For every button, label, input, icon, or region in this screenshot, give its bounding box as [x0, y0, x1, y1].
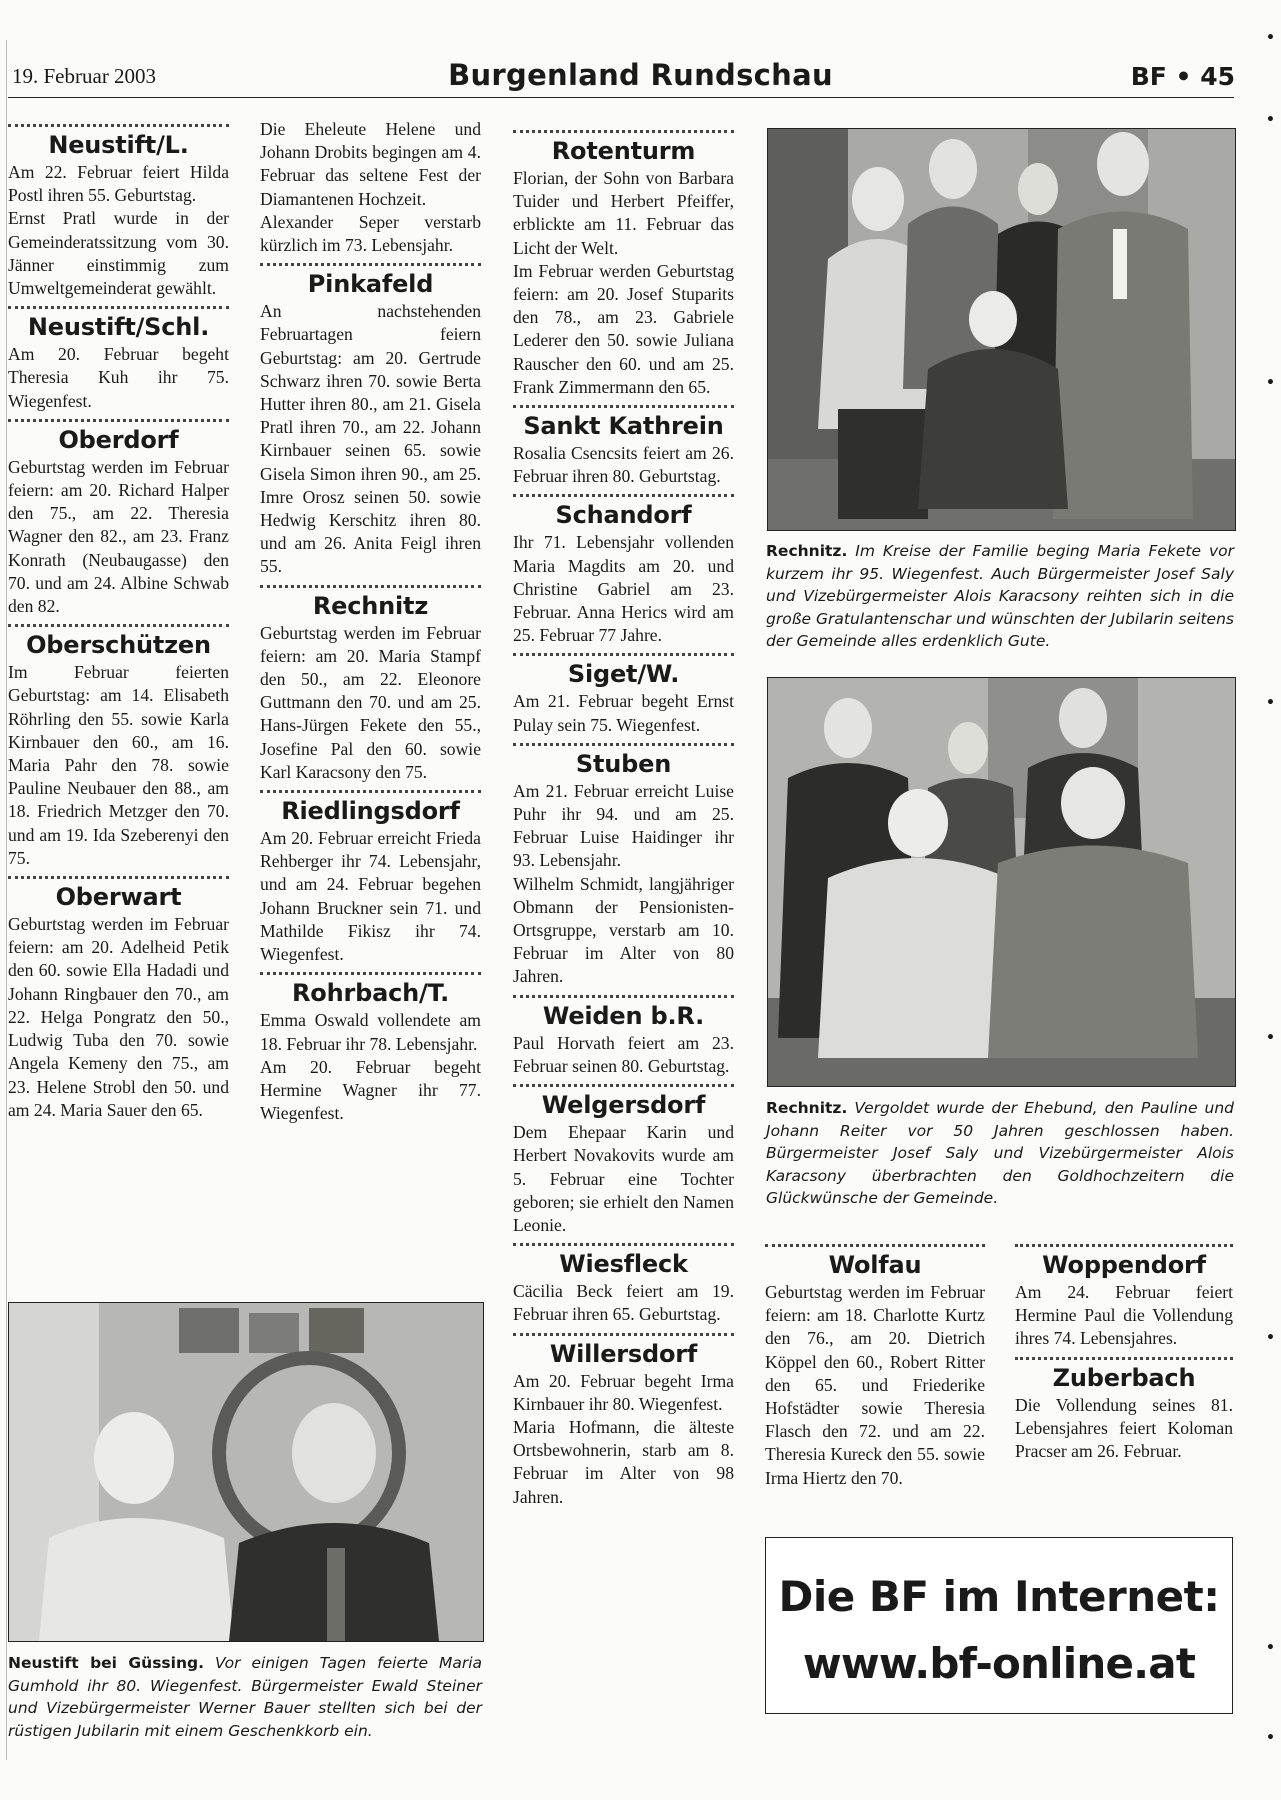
- photo-reiter-golden-wedding: [767, 677, 1236, 1087]
- scan-edge-mark: •: [1266, 695, 1275, 711]
- dotted-separator: [8, 876, 229, 879]
- dotted-separator: [513, 1243, 734, 1246]
- caption-text: Vor einigen Tagen feierte Maria Gumhold ihr 80. Wiegenfest. Bürgermeister Ewald Steiner und Vizebürgermeister Werner Bauer stellten sich bei der rüstigen Jubilarin mit einem Geschenkkorb ein.: [8, 1654, 483, 1740]
- article-oberwart: [8, 876, 229, 1122]
- article-heading: Oberschützen: [26, 631, 211, 660]
- scan-edge-mark: •: [1266, 1330, 1275, 1346]
- article-rechnitz: [260, 585, 481, 784]
- article-neustift-schl: [8, 306, 229, 413]
- header-rule: [8, 97, 1234, 98]
- article-rohrbach: [260, 972, 481, 1125]
- article-text: An nachstehenden Februartagen feiern Geburtstag: am 20. Gertrude Schwarz ihren 70. sowie Berta Hutter ihren 80., am 21. Gisela Pratl ihren 70., am 22. Johann Kirnbauer seinen 65. sowie Gisela Simon ihren 90., am 25. Imre Orosz seinen 50. sowie Hedwig Kerschitz ihren 80. und am 26. Anita Feigl ihren 55.: [260, 301, 481, 577]
- article-text: Geburtstag werden im Februar feiern: am 20. Maria Stampf den 50., am 22. Eleonore Guttmann den 70. und am 25. Hans-Jürgen Fekete den 55., Josefine Pal den 60. sowie Karl Karacsony den 75.: [260, 622, 481, 782]
- dotted-separator: [8, 306, 229, 309]
- article-text: Emma Oswald vollendete am 18. Februar ihr 78. Lebensjahr.: [260, 1010, 481, 1054]
- article-text: Geburtstag werden im Februar feiern: am 20. Adelheid Petik den 60. sowie Ella Hadadi und Johann Ringbauer den 70., am 22. Helga Pongratz den 50., Ludwig Tuba den 70. sowie Angela Kemeny den 75., am 23. Helene Strobl den 50. und am 24. Maria Sauer den 65.: [8, 914, 229, 1120]
- dotted-separator: [513, 1084, 734, 1087]
- article-rotenturm: [513, 130, 734, 399]
- dotted-separator: [513, 995, 734, 998]
- article-sankt-kathrein: [513, 405, 734, 488]
- article-pinkafeld: [260, 263, 481, 578]
- caption-photo-1: [766, 540, 1234, 653]
- article-heading: Wiesfleck: [559, 1250, 688, 1279]
- dotted-separator: [513, 405, 734, 408]
- newspaper-title: Burgenland Rundschau: [448, 58, 833, 92]
- dotted-separator: [8, 124, 229, 127]
- scan-edge-mark: •: [1266, 1730, 1275, 1746]
- article-heading: Oberdorf: [58, 425, 179, 454]
- article-schandorf: [513, 494, 734, 647]
- article-text: Ihr 71. Lebensjahr vollenden Maria Magdits am 20. und Christine Gabriel am 23. Februar. Anna Herics wird am 25. Februar 77 Jahre.: [513, 532, 734, 646]
- article-text: Am 20. Februar begeht Irma Kirnbauer ihr 80. Wiegenfest.: [513, 1370, 734, 1414]
- article-text: Maria Hofmann, die älteste Ortsbewohnerin, starb am 8. Februar im Alter von 98 Jahren.: [513, 1416, 734, 1507]
- article-text: Geburtstag werden im Februar feiern: am 20. Richard Halper den 75., am 22. Theresia Wagner den 82., am 23. Franz Konrath (Neubaugasse) den 70. und am 24. Albine Schwab den 82.: [8, 456, 229, 617]
- column-2: [260, 118, 481, 1125]
- scan-edge-mark: •: [1266, 1640, 1275, 1656]
- column-4-left: [765, 1238, 985, 1490]
- article-text: Florian, der Sohn von Barbara Tuider und Herbert Pfeiffer, erblickte am 11. Februar das Licht der Welt.: [513, 168, 734, 258]
- article-woppendorf: [1015, 1244, 1233, 1351]
- article-riedlingsdorf: [260, 790, 481, 966]
- dotted-separator: [1015, 1357, 1233, 1360]
- article-text: Geburtstag werden im Februar feiern: am 18. Charlotte Kurtz den 76., am 20. Dietrich Köppel den 60., Robert Ritter den 65. und Friederike Hofstädter sowie Theresia Flasch den 72. und am 22. Theresia Kureck den 55. sowie Irma Hiertz den 70.: [765, 1282, 985, 1488]
- scan-edge-mark: •: [1266, 30, 1275, 46]
- article-text: Im Februar werden Geburtstag feiern: am 20. Josef Stuparits den 78., am 23. Gabriele Lederer den 50. sowie Juliana Rauscher den 60. und am 25. Frank Zimmermann den 65.: [513, 260, 734, 397]
- article-text: Am 22. Februar feiert Hilda Postl ihren 55. Geburtstag.: [8, 162, 229, 206]
- article-heading: Neustift/L.: [48, 131, 189, 159]
- article-text: Am 20. Februar begeht Theresia Kuh ihr 75. Wiegenfest.: [8, 344, 229, 411]
- article-text: Dem Ehepaar Karin und Herbert Novakovits wurde am 5. Februar eine Tochter geboren; sie erhielt den Namen Leonie.: [513, 1122, 734, 1235]
- article-oberschuetzen: [8, 624, 229, 870]
- caption-text: Im Kreise der Familie beging Maria Fekete vor kurzem ihr 95. Wiegenfest. Auch Bürgermeister Josef Saly und Vizebürgermeister Alois Karacsony reihten sich in die große Gratulantenschar und wünschten der Jubilarin seitens der Gemeinde alles erdenklich Gute.: [766, 542, 1234, 650]
- ad-url-link[interactable]: www.bf-online.at: [802, 1639, 1196, 1688]
- dotted-separator: [1015, 1244, 1233, 1247]
- dotted-separator: [260, 263, 481, 266]
- article-heading: Rotenturm: [551, 137, 696, 165]
- article-heading: Rohrbach/T.: [292, 979, 449, 1008]
- article-text: Die Eheleute Helene und Johann Drobits begingen am 4. Februar das seltene Fest der Diamantenen Hochzeit.: [260, 119, 481, 209]
- page-edge-shadow: [6, 40, 7, 1760]
- issue-date: 19. Februar 2003: [12, 64, 157, 88]
- column-3: [513, 124, 734, 1509]
- dotted-separator: [513, 653, 734, 656]
- article-heading: Schandorf: [555, 501, 692, 530]
- page-number: BF • 45: [1130, 62, 1235, 91]
- article-heading: Weiden b.R.: [542, 1001, 705, 1030]
- article-wiesfleck: [513, 1243, 734, 1326]
- article-heading: Sankt Kathrein: [523, 412, 724, 441]
- caption-place: Rechnitz.: [766, 1099, 848, 1117]
- article-heading: Oberwart: [55, 883, 182, 912]
- article-oberdorf: [8, 419, 229, 618]
- photo-reiter-image: [768, 678, 1235, 1086]
- ad-headline: Die BF im Internet:: [778, 1572, 1220, 1621]
- caption-place: Rechnitz.: [766, 542, 848, 560]
- article-heading: Welgersdorf: [541, 1091, 706, 1120]
- article-heading: Rechnitz: [312, 591, 429, 620]
- article-text: Am 20. Februar begeht Hermine Wagner ihr 77. Wiegenfest.: [260, 1056, 481, 1124]
- article-neustift-l: [8, 124, 229, 300]
- photo-gumhold-image: [9, 1303, 483, 1641]
- dotted-separator: [513, 130, 734, 133]
- article-weiden: [513, 995, 734, 1078]
- dotted-separator: [765, 1244, 985, 1247]
- photo-fekete-image: [768, 129, 1235, 530]
- dotted-separator: [513, 743, 734, 746]
- article-heading: Willersdorf: [549, 1339, 698, 1368]
- article-text: Am 21. Februar begeht Ernst Pulay sein 75. Wiegenfest.: [513, 691, 734, 735]
- article-zuberbach: [1015, 1357, 1233, 1464]
- article-heading: Stuben: [575, 749, 672, 778]
- caption-text: Vergoldet wurde der Ehebund, den Pauline und Johann Reiter vor 50 Jahren geschlossen haben. Bürgermeister Josef Saly und Vizebürgermeister Alois Karacsony überbrachten den Goldhochzeitern die Glückwünsche der Gemeinde.: [766, 1099, 1234, 1207]
- scan-edge-mark: •: [1266, 112, 1275, 128]
- article-heading: Riedlingsdorf: [281, 797, 460, 826]
- article-text: Wilhelm Schmidt, langjähriger Obmann der Pensionisten-Ortsgruppe, verstarb am 10. Februar im Alter von 80 Jahren.: [513, 873, 734, 987]
- photo-gumhold-birthday: [8, 1302, 484, 1642]
- article-heading: Wolfau: [828, 1251, 922, 1279]
- article-heading: Woppendorf: [1042, 1251, 1206, 1279]
- article-heading: Siget/W.: [567, 660, 680, 689]
- article-text: Rosalia Csencsits feiert am 26. Februar ihren 80. Geburtstag.: [513, 443, 734, 487]
- article-text: Die Vollendung seines 81. Lebensjahres feiert Koloman Pracser am 26. Februar.: [1015, 1394, 1233, 1462]
- dotted-separator: [260, 585, 481, 588]
- internet-ad-box: [765, 1537, 1233, 1714]
- column-1: [8, 118, 229, 1122]
- scan-edge-mark: •: [1266, 375, 1275, 391]
- article-welgersdorf: [513, 1084, 734, 1237]
- dotted-separator: [260, 790, 481, 793]
- dotted-separator: [8, 624, 229, 627]
- article-text: Am 20. Februar erreicht Frieda Rehberger ihr 74. Lebensjahr, und am 24. Februar begehen Johann Bruckner sein 71. und Mathilde Fikisz ihr 74. Wiegenfest.: [260, 828, 481, 965]
- article-text: Am 24. Februar feiert Hermine Paul die Vollendung ihres 74. Lebensjahres.: [1015, 1282, 1233, 1349]
- column-4-right: [1015, 1238, 1233, 1463]
- dotted-separator: [513, 1333, 734, 1336]
- article-stuben: [513, 743, 734, 989]
- photo-fekete-family: [767, 128, 1236, 531]
- article-heading: Zuberbach: [1052, 1363, 1196, 1392]
- article-text: Ernst Pratl wurde in der Gemeinderatssitzung vom 30. Jänner einstimmig zum Umweltgemeinderat gewählt.: [8, 208, 229, 299]
- article-siget: [513, 653, 734, 736]
- article-heading: Neustift/Schl.: [27, 313, 210, 342]
- article-text: Im Februar feierten Geburtstag: am 14. Elisabeth Röhrling den 55. sowie Karla Kirnbauer den 60., am 16. Maria Pahr den 78. sowie Pauline Neubauer den 88., am 18. Friedrich Metzger den 70. und am 19. Ida Szeberenyi den 75.: [8, 662, 229, 868]
- caption-place: Neustift bei Güssing.: [8, 1654, 204, 1672]
- article-neustift-continued: [260, 118, 481, 257]
- dotted-separator: [8, 419, 229, 422]
- dotted-separator: [260, 972, 481, 975]
- article-text: Am 21. Februar erreicht Luise Puhr ihr 94. und am 25. Februar Luise Haidinger ihr 93. Lebensjahr.: [513, 780, 734, 871]
- article-willersdorf: [513, 1333, 734, 1509]
- scan-edge-mark: •: [1266, 1030, 1275, 1046]
- caption-photo-2: [766, 1097, 1234, 1210]
- article-text: Alexander Seper verstarb kürzlich im 73. Lebensjahr.: [260, 211, 481, 256]
- article-heading: Pinkafeld: [307, 270, 434, 299]
- dotted-separator: [513, 494, 734, 497]
- article-text: Cäcilia Beck feiert am 19. Februar ihren 65. Geburtstag.: [513, 1281, 734, 1325]
- article-wolfau: [765, 1244, 985, 1490]
- article-text: Paul Horvath feiert am 23. Februar seinen 80. Geburtstag.: [513, 1032, 734, 1076]
- caption-photo-3: [8, 1652, 482, 1742]
